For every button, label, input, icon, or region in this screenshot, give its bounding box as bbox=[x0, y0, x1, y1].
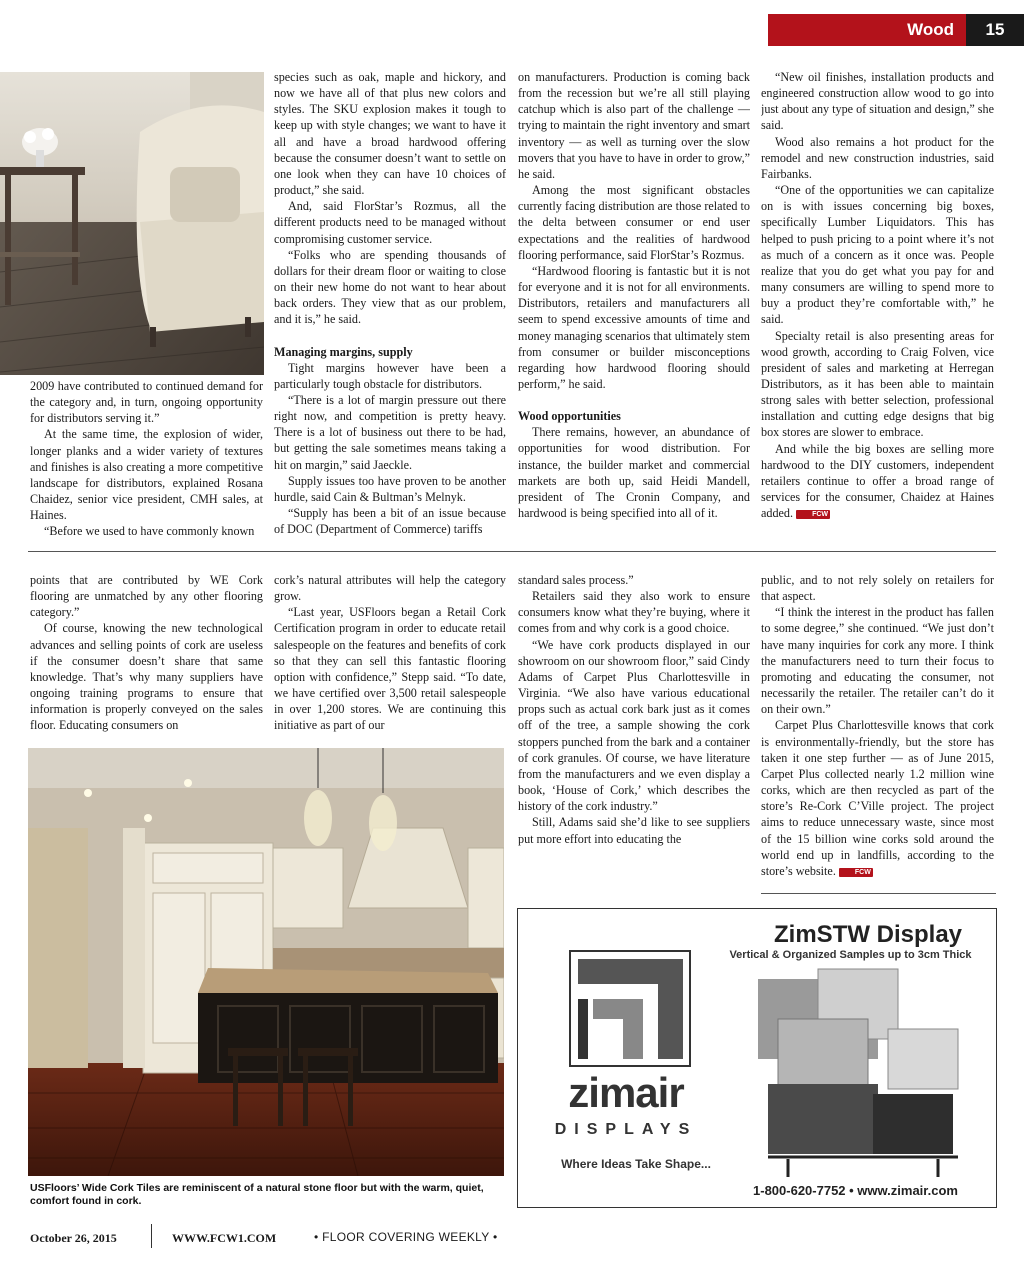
paragraph: “Hardwood flooring is fantastic but it is not for everyone and it is not for all environments. Distributors, retailers and manufacturers all seem to spend excessive amounts of time and money managing scenarios that ultimately stem from consumer or builder misconceptions regarding how hardwood flooring should perform,” he said. bbox=[518, 263, 750, 391]
paragraph-text: Carpet Plus Charlottesville knows that cork is environmentally-friendly, but the store has taken it one step further — as of June 2015, Carpet Plus collected nearly 1.2 million wine corks, which are then recycled as part of the store’s Re-Cork C’Ville project. The project aims to reduce unnecessary waste, since most of the 15 billion wine corks sold around the world end up in landfills, according to the store’s website. bbox=[761, 718, 994, 878]
paragraph: “There is a lot of margin pressure out there right now, and competition is pretty heavy. There is a lot of business out there to be had, but getting the sale sometimes means taking a hit on margin,” said Jaeckle. bbox=[274, 392, 506, 472]
upper-column-1 bbox=[30, 378, 263, 540]
zimair-advertisement[interactable] bbox=[517, 908, 997, 1208]
ad-brand-sub: DISPLAYS bbox=[554, 1121, 698, 1138]
paragraph: Retailers said they also work to ensure consumers know what they’re buying, where it comes from and why cork is a good choice. bbox=[518, 589, 750, 636]
footer-divider bbox=[151, 1224, 152, 1248]
paragraph: 2009 have contributed to continued demand for the category and, in turn, ongoing opportunity for distributors serving it.” bbox=[30, 379, 263, 426]
paragraph: Among the most significant obstacles currently facing distribution are those related to the delta between consumer or end user expectations and the realities of hardwood flooring performance, said FlorStar’s Rozmus. bbox=[518, 183, 750, 262]
section-header bbox=[768, 14, 1024, 46]
paragraph: Supply issues too have proven to be another hurdle, said Cain & Bultman’s Melnyk. bbox=[274, 473, 506, 504]
paragraph: And, said FlorStar’s Rozmus, all the different products need to be managed without compromising customer service. bbox=[274, 199, 506, 246]
paragraph: Wood also remains a hot product for the remodel and new construction industries, said Fairbanks. bbox=[761, 134, 994, 181]
upper-column-3 bbox=[518, 69, 750, 521]
magazine-name: • FLOOR COVERING WEEKLY • bbox=[314, 1230, 498, 1244]
ad-divider bbox=[761, 893, 996, 894]
lower-column-1 bbox=[30, 572, 263, 734]
ad-title: ZimSTW Display bbox=[773, 921, 963, 948]
paragraph bbox=[761, 717, 994, 879]
subheading-margins: Managing margins, supply bbox=[274, 344, 413, 359]
section-title: Wood bbox=[907, 20, 954, 39]
paragraph: cork’s natural attributes will help the category grow. bbox=[274, 573, 506, 604]
paragraph: “One of the opportunities we can capitalize on is with issues concerning big boxes, specifically Lumber Liquidators. This has helped to push pricing to a point where it’s not as much of a concern as it once was. People realize that you do get what you pay for and many consumers are willing to spend more to buy a product they’re comfortable with,” he said. bbox=[761, 183, 994, 327]
ad-contact[interactable]: 1-800-620-7752 • www.zimair.com bbox=[753, 1183, 958, 1198]
paragraph: Still, Adams said she’d like to see suppliers put more effort into educating the bbox=[518, 815, 750, 846]
zimair-logo-icon bbox=[570, 951, 690, 1066]
paragraph: “Folks who are spending thousands of dollars for their dream floor or waiting to close on their new home do not want to hear about back orders. They view that as our problem, and it is,” he said. bbox=[274, 247, 506, 327]
paragraph: “New oil finishes, installation products and engineered construction allow wood to go into just about any type of situation and design,” she said. bbox=[761, 70, 994, 133]
ad-brand: zimair bbox=[568, 1069, 684, 1116]
paragraph: “I think the interest in the product has fallen to some degree,” she continued. “We just don’t have many inquiries for cork any more. I think the manufacturers need to turn their focus to promoting and educating the consumer, not necessarily the retailer. The retailer can’t do it on their own.” bbox=[761, 605, 994, 717]
upper-column-2 bbox=[274, 69, 506, 537]
paragraph: At the same time, the explosion of wider, longer planks and a wider variety of textures and finishes is also creating a more competitive landscape for distributors, explained Rosana Chaidez, senior vice president, CMH sales, at Haines. bbox=[30, 427, 263, 523]
paragraph bbox=[761, 441, 994, 522]
section-divider bbox=[28, 551, 996, 552]
paragraph: Of course, knowing the new technological advances and selling points of cork are useless if the consumer doesn’t share that same knowledge. That’s why many suppliers have ongoing training programs to ensure that information is properly conveyed on the sales floor. Educating consumers on bbox=[30, 621, 263, 733]
paragraph: “Before we used to have commonly known bbox=[44, 524, 255, 539]
paragraph: species such as oak, maple and hickory, and now we have all of that plus new colors and styles. The SKU explosion makes it tough to keep up with style changes; we want to have it all and have a broad hardwood offering because the consumer doesn’t want to settle on one look when they can have 10 choices of product,” she said. bbox=[274, 70, 506, 198]
paragraph: standard sales process.” bbox=[518, 573, 634, 587]
display-rack-illustration bbox=[758, 969, 958, 1177]
paragraph: “Supply has been a bit of an issue because of DOC (Department of Commerce) tariffs bbox=[274, 506, 506, 537]
page-footer bbox=[0, 1224, 1024, 1254]
paragraph: “Last year, USFloors began a Retail Cork Certification program in order to educate retail salespeople on the features and benefits of cork so that they can sell this fantastic flooring option with confidence,” Stepp said. “To date, we have certified over 3,500 retail salespeople in over 1,200 stores. We are continuing this initiative as part of our bbox=[274, 605, 506, 733]
page-number: 15 bbox=[966, 14, 1024, 46]
lower-column-4 bbox=[761, 572, 994, 879]
paragraph: Tight margins however have been a particularly tough obstacle for distributors. bbox=[274, 360, 506, 391]
lower-column-3 bbox=[518, 572, 750, 847]
kitchen-photo bbox=[28, 748, 504, 1176]
paragraph: points that are contributed by WE Cork flooring are unmatched by any other flooring category.” bbox=[30, 573, 263, 620]
ad-subtitle: Vertical & Organized Samples up to 3cm Thick bbox=[729, 949, 972, 961]
paragraph: Specialty retail is also presenting areas for wood growth, according to Craig Folven, vice president of sales and marketing at Herregan Distributors, as it has been able to maintain strong sales with better selection, professional installation and cutting edge designs that big box stores are slower to embrace. bbox=[761, 328, 994, 440]
website-link[interactable]: WWW.FCW1.COM bbox=[172, 1231, 277, 1245]
photo-caption: USFloors’ Wide Cork Tiles are reminiscent of a natural stone floor but with the warm, quiet, comfort found in cork. bbox=[30, 1182, 484, 1207]
issue-date: October 26, 2015 bbox=[30, 1231, 117, 1245]
living-room-photo bbox=[0, 72, 264, 375]
lower-column-2 bbox=[274, 572, 506, 734]
paragraph-text: And while the big boxes are selling more hardwood to the DIY customers, independent retailers continue to offer a broad range of services for the consumer, Chaidez at Haines added. bbox=[761, 441, 994, 521]
subheading-wood-opportunities: Wood opportunities bbox=[518, 409, 621, 424]
fcw-end-mark: FCW bbox=[796, 510, 830, 519]
fcw-end-mark: FCW bbox=[839, 868, 873, 877]
paragraph: “We have cork products displayed in our showroom on our showroom floor,” said Cindy Adams of Carpet Plus Charlottesville in Virginia. “We also have various educational props such as actual cork bark just as it comes off of the tree, a sample showing the cork stoppers punched from the bark and a container of cork granules. Of course, we have literature from the manufacturers and we even display a book, ‘House of Cork,’ which describes the history of the cork industry.” bbox=[518, 637, 750, 814]
paragraph: on manufacturers. Production is coming back from the recession but we’re all still playing catchup which is also part of the challenge — trying to maintain the right inventory and smart inventory — as well as turning over the slow movers that you have to have in order to grow,” he said. bbox=[518, 70, 750, 181]
ad-tagline: Where Ideas Take Shape... bbox=[561, 1157, 711, 1171]
paragraph: There remains, however, an abundance of opportunities for wood distribution. For instance, the builder market and commercial markets are both up, said Heidi Mandell, president of The Cronin Company, and hardwood is being specified into all of it. bbox=[518, 425, 750, 521]
paragraph: public, and to not rely solely on retailers for that aspect. bbox=[761, 573, 994, 604]
upper-column-4 bbox=[761, 69, 994, 521]
